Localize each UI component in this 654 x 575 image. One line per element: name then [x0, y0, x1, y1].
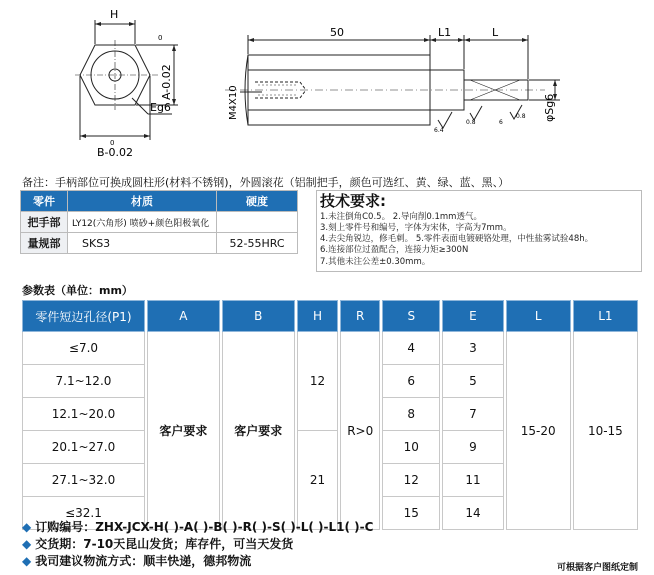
tech-line: 4.去尖角锐边，修毛刺。 5.零件表面电镀硬铬处理，中性盐雾试验48h。 [320, 234, 594, 244]
material-header-part: 零件 [21, 191, 68, 212]
param-p1-cell: 12.1~20.0 [22, 398, 145, 431]
diamond-bullet-icon: ◆ [22, 537, 32, 551]
param-b-cell: 客户要求 [222, 332, 295, 530]
order-code-text: 订购编号：ZHX-JCX-H( )-A( )-B( )-R( )-S( )-L( )-L1( )-C [35, 520, 374, 534]
dim-a-label: A-0.02 [160, 64, 173, 100]
param-p1-cell: ≤7.0 [22, 332, 145, 365]
param-r-cell: R>0 [340, 332, 380, 530]
dim-sg6-label: φSg6 [543, 93, 556, 122]
param-e-cell: 5 [442, 365, 503, 398]
dim-b-label: B-0.02 [97, 146, 134, 159]
param-p1-cell: 20.1~27.0 [22, 431, 145, 464]
roughness-label-3: 0.8 [466, 119, 476, 126]
param-s-cell: 8 [382, 398, 440, 431]
material-header-material: 材质 [68, 191, 217, 212]
param-p1-cell: 27.1~32.0 [22, 464, 145, 497]
param-e-cell: 7 [442, 398, 503, 431]
dim-50-label: 50 [330, 26, 344, 39]
param-h-cell: 21 [297, 431, 339, 530]
technical-drawing [0, 0, 654, 172]
diamond-bullet-icon: ◆ [22, 554, 32, 568]
roughness-label-4: 0.8 [516, 113, 526, 120]
diamond-bullet-icon: ◆ [22, 520, 32, 534]
param-e-cell: 11 [442, 464, 503, 497]
tech-line: 1.未注倒角C0.5。 2.导向削0.1mm透气。 [320, 212, 482, 222]
material-material-cell: LY12(六角形) 喷砂+颜色阳极氧化 [68, 212, 217, 233]
param-h-cell: 12 [297, 332, 339, 431]
param-header-b: B [222, 300, 295, 332]
dim-h-label: H [110, 8, 119, 21]
order-code-line [22, 518, 373, 535]
tech-requirements-title: 技术要求: [320, 192, 386, 210]
roughness-label-2: 6 [499, 119, 503, 126]
logistics-text: 我司建议物流方式：顺丰快递，德邦物流 [35, 554, 252, 568]
param-s-cell: 10 [382, 431, 440, 464]
material-hardness-cell [217, 212, 298, 233]
param-p1-cell: ≤32.1 [22, 497, 145, 530]
param-header-e: E [442, 300, 503, 332]
material-part-cell: 量规部 [21, 233, 68, 254]
param-header-p1: 零件短边孔径(P1) [22, 300, 145, 332]
custom-note: 可根据客户图纸定制 [556, 563, 638, 573]
param-s-cell: 4 [382, 332, 440, 365]
param-a-cell: 客户要求 [147, 332, 220, 530]
parameter-table [20, 300, 640, 530]
param-e-cell: 3 [442, 332, 503, 365]
roughness-label-1: 6.4 [434, 127, 444, 134]
tech-line: 3.刻上零件号和编号，字体为宋体，字高为7mm。 [320, 223, 512, 233]
param-s-cell: 6 [382, 365, 440, 398]
tech-line: 7.其他未注公差±0.30mm。 [320, 257, 431, 267]
delivery-line [22, 535, 293, 552]
logistics-line [22, 552, 251, 569]
material-material-cell: SKS3 [68, 233, 217, 254]
dim-a-upper-label: 0 [158, 34, 163, 42]
dim-l-label: L [492, 26, 499, 39]
material-table [20, 190, 298, 254]
dim-eg6-label: Eg6 [150, 101, 171, 114]
params-title: 参数表（单位：mm） [22, 284, 133, 297]
param-e-cell: 9 [442, 431, 503, 464]
param-header-r: R [340, 300, 380, 332]
dim-m4-label: M4X10 [228, 85, 239, 120]
param-header-l: L [506, 300, 571, 332]
delivery-text: 交货期：7-10天昆山发货；库存件，可当天发货 [35, 537, 294, 551]
param-l1-cell: 10-15 [573, 332, 638, 530]
param-header-a: A [147, 300, 220, 332]
param-header-s: S [382, 300, 440, 332]
note-text: 备注：手柄部位可换成圆柱形(材料不锈钢)，外圆滚花（铝制把手，颜色可选红、黄、绿、蓝、黑、） [22, 176, 510, 189]
tech-line: 6.连接部位过盈配合，连接力矩≥300N [320, 245, 469, 255]
param-p1-cell: 7.1~12.0 [22, 365, 145, 398]
dim-l1-label: L1 [438, 26, 452, 39]
param-e-cell: 14 [442, 497, 503, 530]
param-s-cell: 12 [382, 464, 440, 497]
param-header-l1: L1 [573, 300, 638, 332]
param-s-cell: 15 [382, 497, 440, 530]
material-part-cell: 把手部 [21, 212, 68, 233]
material-header-hardness: 硬度 [217, 191, 298, 212]
dim-b-upper-label: 0 [110, 139, 115, 147]
param-header-h: H [297, 300, 339, 332]
material-hardness-cell: 52-55HRC [217, 233, 298, 254]
param-l-cell: 15-20 [506, 332, 571, 530]
